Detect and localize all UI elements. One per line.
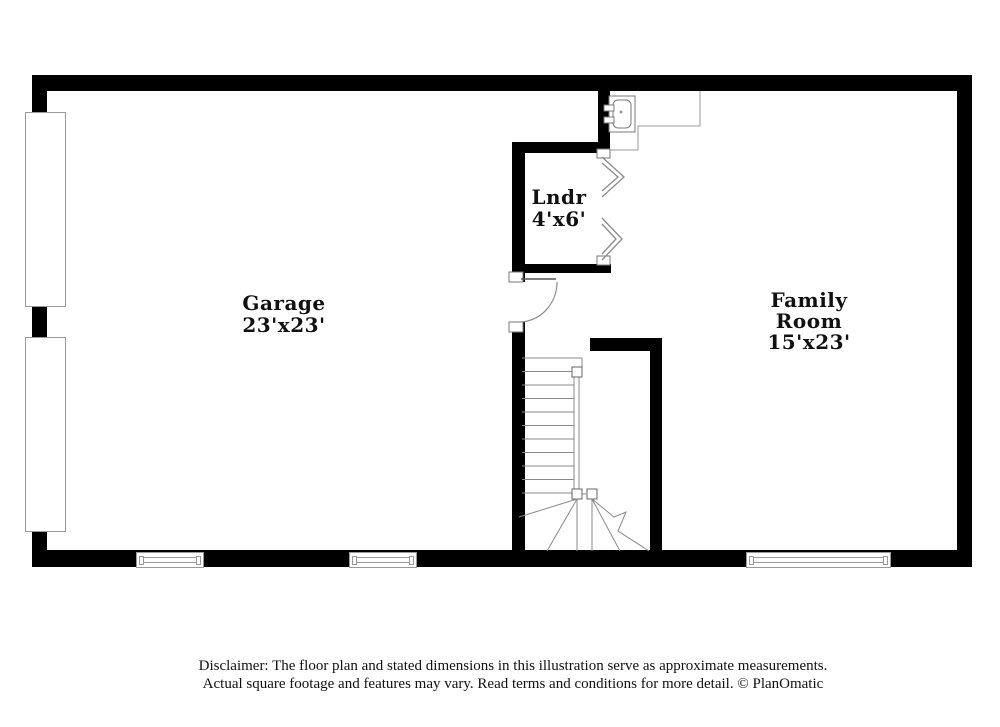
- newel-post-icon: [587, 489, 597, 499]
- wall-exterior-right: [957, 75, 972, 567]
- bifold-door-icon: [602, 224, 616, 254]
- disclaimer-line1: Disclaimer: The floor plan and stated dimensions in this illustration serve as approximate measurements.: [198, 658, 828, 674]
- garage-label: [242, 292, 325, 336]
- bifold-door-icon: [602, 163, 618, 191]
- stair-treads: [522, 358, 582, 493]
- wall-laundry-north: [512, 142, 602, 153]
- bifold-door-icon: [602, 157, 624, 197]
- window-glass: [354, 557, 412, 563]
- laundry-dimensions: 4'x6': [531, 207, 587, 231]
- window-garage-2: [349, 552, 417, 568]
- newel-post-icon: [572, 489, 582, 499]
- window-jamb-icon: [196, 556, 201, 565]
- window-jamb-icon: [352, 556, 357, 565]
- wall-garage-hall: [512, 142, 525, 550]
- family-room-label: [767, 290, 850, 353]
- garage-dimensions: 23'x23': [242, 313, 326, 337]
- disclaimer: [123, 657, 903, 693]
- utility-closet-outline: [610, 91, 700, 150]
- family-room-dimensions: 15'x23': [767, 330, 851, 354]
- garage-name: Garage: [242, 291, 326, 315]
- newel-post-icon: [572, 367, 582, 377]
- window-jamb-icon: [139, 556, 144, 565]
- garage-door-panel-1: [25, 112, 66, 307]
- winder-steps: [519, 499, 649, 551]
- window-garage-1: [136, 552, 204, 568]
- family-room-name-line2: Room: [775, 309, 843, 333]
- wall-laundry-south: [512, 264, 611, 273]
- window-jamb-icon: [749, 556, 754, 565]
- sink-basin: [613, 100, 631, 128]
- stair-railing: [574, 376, 579, 492]
- window-family-room: [746, 552, 891, 568]
- window-jamb-icon: [409, 556, 414, 565]
- closet-outline: [610, 91, 700, 150]
- window-glass: [751, 557, 886, 563]
- disclaimer-line2: Actual square footage and features may vary. Read terms and conditions for more detail. © PlanOmatic: [202, 676, 824, 692]
- window-glass: [141, 557, 199, 563]
- window-jamb-icon: [883, 556, 888, 565]
- bifold-door-icon: [602, 218, 622, 260]
- wall-exterior-top: [32, 75, 972, 91]
- laundry-name: Lndr: [531, 185, 587, 209]
- laundry-bifold-doors: [597, 149, 624, 265]
- drain-icon: [620, 111, 623, 114]
- staircase: [519, 358, 649, 551]
- wall-laundry-east: [598, 90, 610, 151]
- garage-door-panel-2: [25, 337, 66, 532]
- laundry-label: [531, 186, 586, 230]
- sink-counter: [609, 96, 635, 132]
- family-room-name-line1: Family: [770, 288, 848, 312]
- wall-stair-east: [650, 338, 662, 550]
